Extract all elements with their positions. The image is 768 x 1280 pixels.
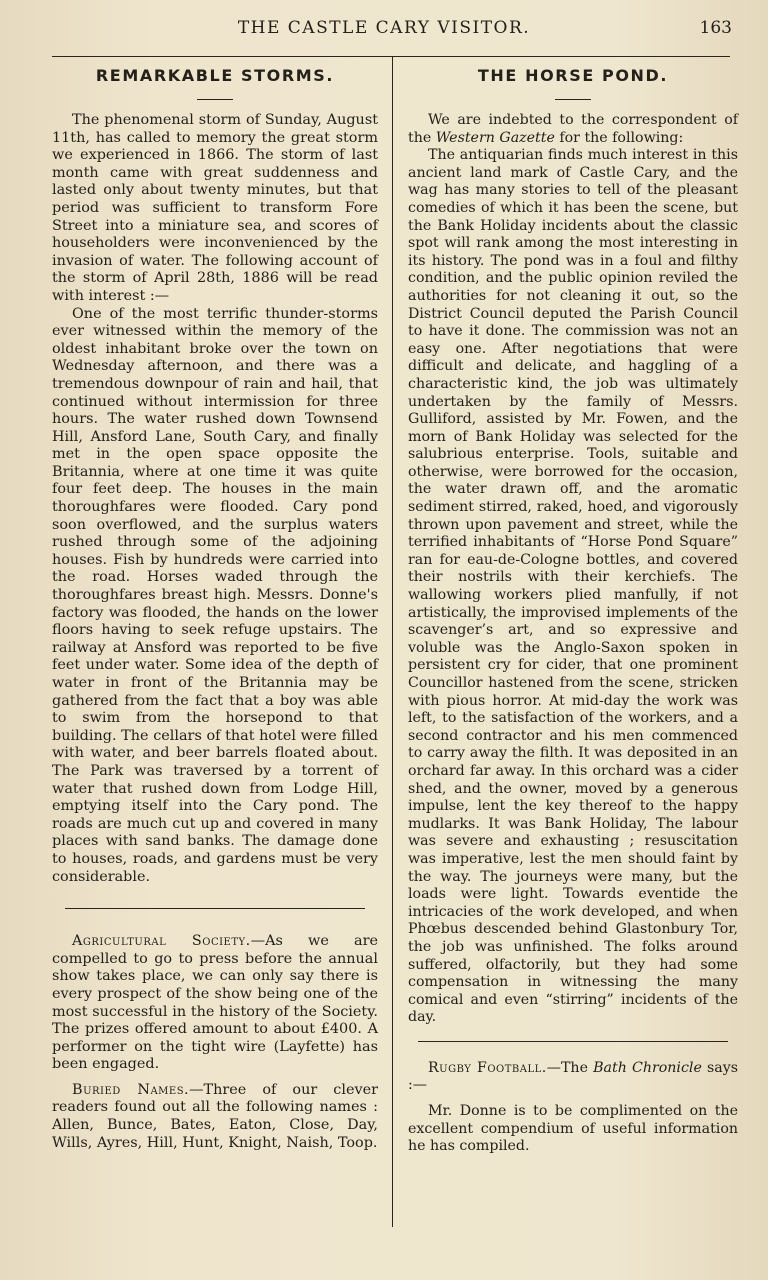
buried-names-text: —Three of our clever readers found out all the following names : Allen, Bunce, Bates, Eaton, Close, Day, Wills, Ayres, Hill, Hunt, Knight, Naish, Toop. [52, 1081, 378, 1151]
intro-text: We are indebted to the correspondent of the [408, 112, 738, 146]
intro-text-end: for the following: [554, 129, 684, 146]
running-title: THE CASTLE CARY VISITOR. [237, 18, 531, 38]
rugby-quote: Mr. Donne is to be complimented on the excellent compendium of useful information he has compiled. [408, 1103, 738, 1155]
rugby-says: says :— [408, 1059, 739, 1094]
rugby-lead: Rugby Football. [428, 1059, 547, 1076]
storms-paragraph-1: The phenomenal storm of Sunday, August 11th, has called to memory the great storm we experienced in 1866. The storm of last month came with great suddenness and lasted only about twenty minutes, but that period was sufficient to transform Fore Street into a miniature sea, and scores of householders were inconvenienced by the invasion of water. The following account of the storm of April 28th, 1886 will be read with interest :— [52, 112, 378, 304]
section-separator [418, 1041, 728, 1042]
header-rule [52, 56, 730, 57]
buried-names-paragraph [52, 1082, 378, 1152]
storms-paragraph-2: One of the most terrific thunder-storms ever witnessed within the memory of the oldest inhabitant broke over the town on Wednesday afternoon, and there was a tremendous downpour of rain and hail, that continued without intermission for three hours. The water rushed down Townsend Hill, Ansford Lane, South Cary, and finally met in the open space opposite the Britannia, where at one time it was quite four feet deep. The houses in the main thoroughfares were flooded. Cary pond soon overflowed, and the surplus waters rushed through some of the adjoining houses. Fish by hundreds were carried into the road. Horses waded through the thoroughfares breast high. Messrs. Donne's factory was flooded, the hands on the lower floors having to seek refuge upstairs. The railway at Ansford was reported to be five feet under water. Some idea of the depth of water in front of the Britannia may be gathered from the fact that a boy was able to swim from the horsepond to that building. The cellars of that hotel were filled with water, and beer barrels floated about. The Park was traversed by a torrent of water that rushed down from Lodge Hill, emptying itself into the Cary pond. The roads are much cut up and covered in many places with sand banks. The damage done to houses, roads, and gardens must be very considerable. [52, 305, 378, 885]
agricultural-society-paragraph [52, 933, 378, 1074]
left-column [52, 58, 378, 1152]
rugby-dash: —The [546, 1059, 594, 1076]
agricultural-society-lead: Agricultural Society. [72, 933, 251, 950]
rugby-paragraph [408, 1060, 738, 1095]
section-separator [65, 908, 365, 909]
horse-pond-intro [408, 112, 738, 147]
agricultural-society-text: —As we are compelled to go to press before the annual show takes place, we can only say there is every prospect of the show being one of the most successful in the history of the Society. The prizes offered amount to about £400. A performer on the tight wire (Layfette) has been engaged. [52, 933, 378, 1073]
buried-names-lead: Buried Names. [72, 1081, 190, 1098]
page-number: 163 [699, 18, 732, 38]
horse-pond-heading: THE HORSE POND. [477, 66, 669, 85]
horse-pond-body: The antiquarian finds much interest in this ancient land mark of Castle Cary, and the wag has many stories to tell of the pleasant comedies of which it has been the scene, but the Bank Holiday incidents about the classic spot will rank among the most interesting in its history. The pond was in a foul and filthy condition, and the public opinion reviled the authorities for not cleaning it out, so the District Council deputed the Parish Council to have it done. The commission was not an easy one. After negotiations that were difficult and delicate, and haggling of a characteristic kind, the job was ultimately undertaken by the family of Messrs. Gulliford, assisted by Mr. Fowen, and the morn of Bank Holiday was selected for the salubrious enterprise. Tools, suitable and otherwise, were borrowed for the occasion, the water drawn off, and the aromatic sediment stirred, raked, hoed, and vigorously thrown upon pavement and street, while the terrified inhabitants of “Horse Pond Square” ran for eau-de-Cologne bottles, and covered their nostrils with their kerchiefs. The wallowing workers plied manfully, if not artistically, the improvised implements of the scavenger’s art, and so expressive and voluble was the Anglo-Saxon spoken in persistent cry for cider, that one prominent Councillor hastened from the scene, stricken with pious horror. At mid-day the work was left, to the satisfaction of the workers, and a second contractor and his men commenced to carry away the filth. It was deposited in an orchard far away. In this orchard was a cider shed, and the owner, moved by a generous impulse, lent the key thereof to the happy mudlarks. It was Bank Holiday, The labour was severe and exhausting ; resuscitation was imperative, lest the men should faint by the way. The journeys were many, but the loads were light. Towards eventide the intricacies of the work developed, and when Phœbus descended behind Glastonbury Tor, the job was unfinished. The folks around suffered, olfactorily, but they had some compensation in witnessing the many comical and even “stirring” incidents of the day. [408, 147, 738, 1026]
right-column [408, 58, 738, 1156]
column-divider [392, 57, 393, 1227]
bath-chronicle-title: Bath Chronicle [593, 1059, 702, 1076]
page-header [0, 18, 768, 44]
heading-rule [197, 99, 233, 100]
heading-rule [555, 99, 591, 100]
storms-heading: REMARKABLE STORMS. [95, 66, 335, 85]
western-gazette-title: Western Gazette [435, 129, 555, 146]
